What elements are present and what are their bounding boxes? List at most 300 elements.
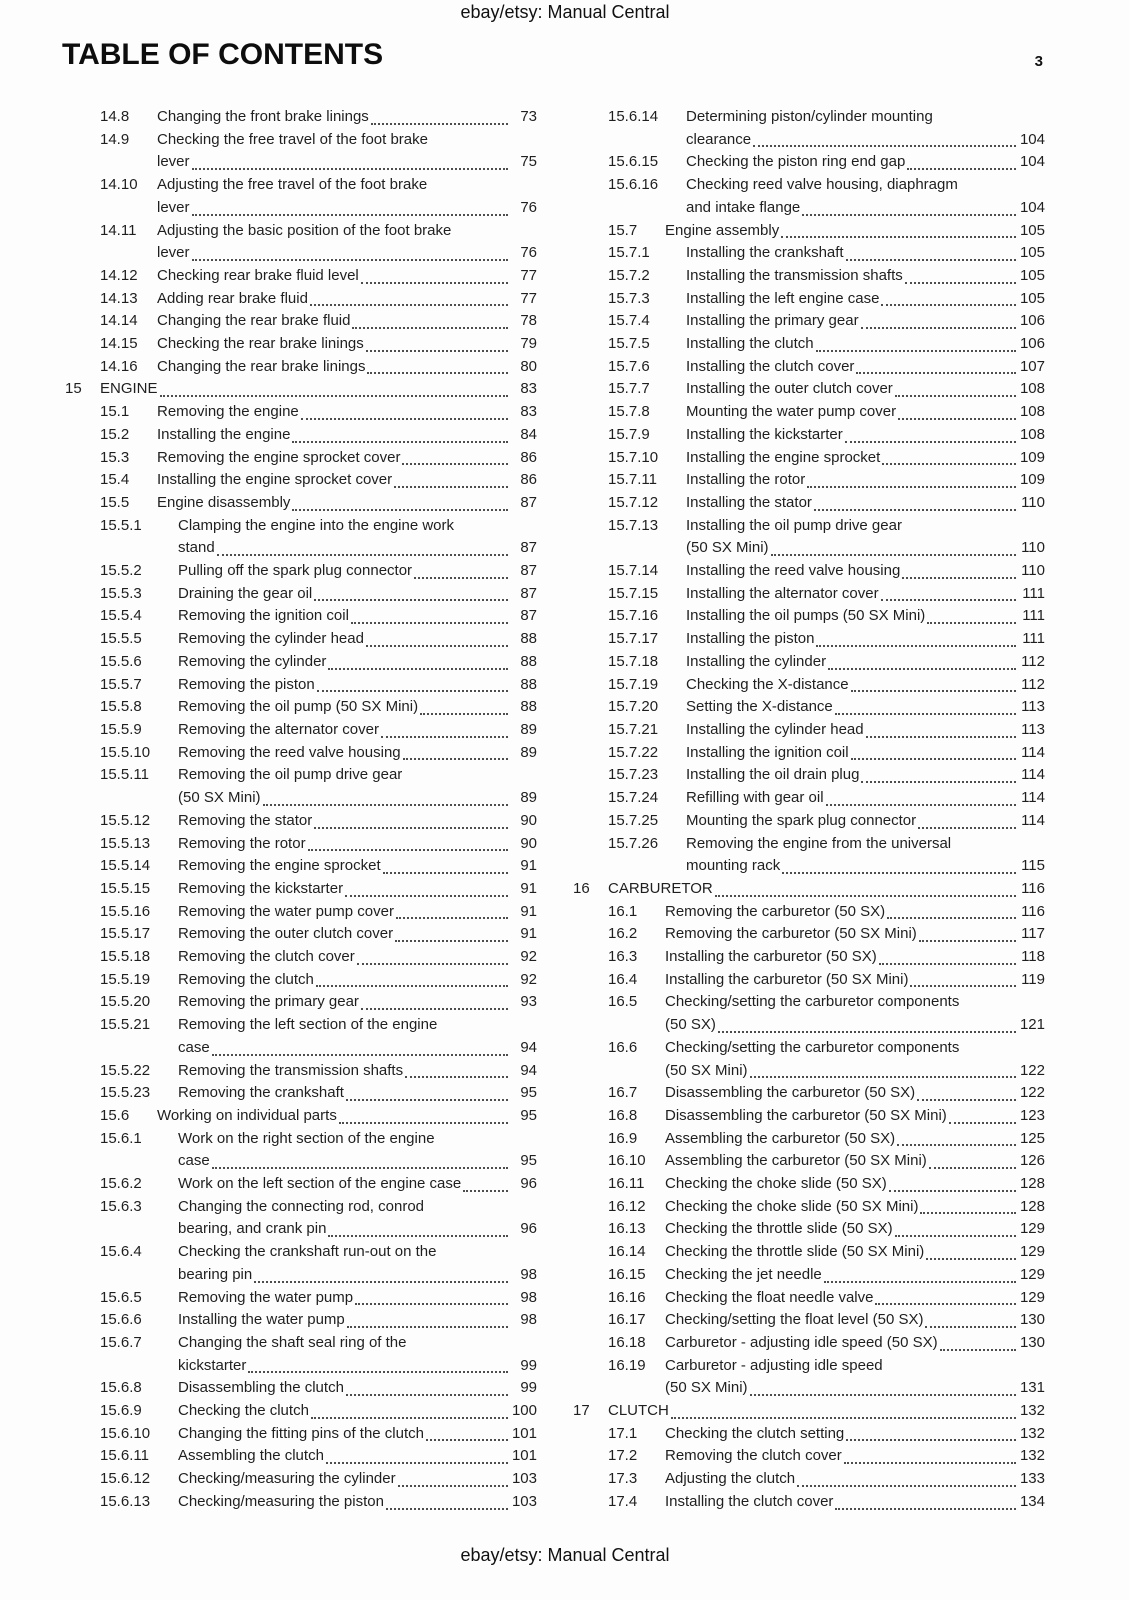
leader-dots [361, 265, 508, 284]
toc-entry-title-line: (50 SX) [665, 1016, 716, 1034]
toc-entry-number: 15.7.1 [608, 244, 650, 262]
toc-entry [573, 1105, 1045, 1128]
toc-entry [573, 1355, 1045, 1400]
toc-entry-title-line: Changing the shaft seal ring of the [178, 1333, 407, 1351]
toc-entry-content [686, 719, 1045, 742]
toc-entry-last-line [157, 492, 537, 515]
leader-dots [396, 901, 508, 920]
toc-entry-number: 15.6.3 [100, 1197, 142, 1215]
toc-entry-last-line [100, 378, 537, 401]
toc-entry-last-line [686, 742, 1045, 765]
leader-dots [212, 1037, 508, 1056]
toc-entry-page: 103 [511, 1470, 537, 1488]
toc-entry-number: 14.9 [100, 130, 130, 148]
toc-entry-page: 129 [1019, 1265, 1045, 1283]
toc-entry-number: 15.7.18 [608, 652, 659, 670]
toc-entry-content [157, 424, 537, 447]
toc-entry [573, 1468, 1045, 1491]
toc-entry [573, 1332, 1045, 1355]
toc-entry-content [665, 1082, 1045, 1105]
toc-entry-title-line: Installing the engine [157, 425, 291, 443]
toc-entry [573, 878, 1045, 901]
leader-dots [314, 583, 508, 602]
toc-entry-content [178, 1332, 537, 1377]
toc-entry [573, 515, 1045, 560]
toc-entry [65, 265, 537, 288]
toc-entry-page: 89 [520, 720, 537, 738]
toc-entry [573, 742, 1045, 765]
toc-entry [65, 1128, 537, 1173]
toc-entry-title-line: Removing the alternator cover [178, 720, 379, 738]
toc-entry-content [665, 1264, 1045, 1287]
toc-entry-last-line [178, 605, 537, 628]
toc-entry-last-line [157, 401, 537, 424]
toc-entry-page: 131 [1019, 1379, 1045, 1397]
leader-dots [383, 855, 508, 874]
toc-entry-page: 110 [1021, 493, 1045, 511]
leader-dots [898, 401, 1016, 420]
toc-entry-content [100, 378, 537, 401]
toc-entry [573, 447, 1045, 470]
leader-dots [346, 1082, 508, 1101]
toc-entry-title-line: Removing the water pump cover [178, 902, 394, 920]
toc-entry [573, 174, 1045, 219]
leader-dots [386, 1491, 508, 1510]
leader-dots [920, 1196, 1016, 1215]
toc-entry-last-line [686, 492, 1045, 515]
toc-entry-title-line: Removing the carburetor (50 SX Mini) [665, 925, 917, 943]
toc-entry-last-line [665, 1128, 1045, 1151]
toc-entry-page: 83 [520, 403, 537, 421]
toc-entry-page: 108 [1019, 380, 1045, 398]
toc-entry-last-line [686, 855, 1045, 878]
toc-entry-number: 14.16 [100, 357, 138, 375]
toc-entry-title-line: Removing the outer clutch cover [178, 925, 394, 943]
leader-dots [881, 583, 1016, 602]
toc-entry-content [665, 1445, 1045, 1468]
toc-entry-page: 87 [520, 562, 537, 580]
toc-entry-title-line: Installing the water pump [178, 1311, 345, 1329]
toc-entry-number: 15.6.9 [100, 1402, 142, 1420]
toc-entry-title-line: Checking the float needle valve [665, 1288, 874, 1306]
toc-entry-content [665, 220, 1045, 243]
toc-entry-title-line: CLUTCH [608, 1402, 669, 1420]
toc-entry-content [157, 174, 537, 219]
leader-dots [882, 447, 1016, 466]
toc-entry-title-line: Checking the throttle slide (50 SX Mini) [665, 1243, 925, 1261]
toc-entry-title-line: Adjusting the free travel of the foot brake [157, 176, 428, 194]
toc-entry-content [686, 333, 1045, 356]
leader-dots [846, 242, 1016, 261]
toc-entry-page: 128 [1019, 1197, 1045, 1215]
toc-entry [573, 106, 1045, 151]
toc-entry-last-line [157, 356, 537, 379]
toc-entry [65, 1287, 537, 1310]
toc-entry-last-line [665, 1423, 1045, 1446]
toc-entry-page: 104 [1019, 198, 1045, 216]
toc-entry-page: 77 [520, 289, 537, 307]
toc-entry-title-line: Working on individual parts [157, 1106, 337, 1124]
leader-dots [771, 537, 1016, 556]
toc-entry-number: 15.7.13 [608, 516, 659, 534]
toc-entry [573, 946, 1045, 969]
toc-entry-page: 94 [520, 1038, 537, 1056]
leader-dots [949, 1105, 1016, 1124]
toc-entry-number: 15.7.12 [608, 493, 659, 511]
leader-dots [402, 447, 508, 466]
toc-entry-page: 114 [1021, 811, 1045, 829]
toc-entry-title-line: Removing the cylinder [178, 652, 327, 670]
toc-entry-last-line [178, 1491, 537, 1514]
toc-entry-number: 15.3 [100, 448, 130, 466]
toc-entry-page: 91 [520, 925, 537, 943]
toc-entry-page: 129 [1019, 1243, 1045, 1261]
toc-entry-last-line [157, 333, 537, 356]
toc-entry-number: 15.5.21 [100, 1016, 151, 1034]
toc-entry-last-line [665, 1060, 1045, 1083]
toc-entry [65, 560, 537, 583]
leader-dots [217, 537, 508, 556]
toc-entry-content [665, 1196, 1045, 1219]
toc-entry-content [665, 901, 1045, 924]
toc-entry-page: 110 [1021, 539, 1045, 557]
toc-entry-last-line [178, 969, 537, 992]
toc-entry-number: 14.12 [100, 266, 138, 284]
toc-entry-title-line: ENGINE [100, 380, 158, 398]
running-footer: ebay/etsy: Manual Central [460, 1545, 670, 1565]
leader-dots [715, 878, 1016, 897]
toc-entry-page: 98 [520, 1288, 537, 1306]
toc-entry-page: 78 [520, 312, 537, 330]
toc-entry-number: 15.5.9 [100, 720, 142, 738]
toc-entry-number: 15.6.4 [100, 1243, 142, 1261]
leader-dots [394, 469, 508, 488]
toc-entry-title-line: Assembling the carburetor (50 SX) [665, 1129, 896, 1147]
toc-entry [573, 333, 1045, 356]
leader-dots [314, 810, 508, 829]
toc-entry-title-line: case [178, 1038, 210, 1056]
leader-dots [866, 719, 1016, 738]
toc-entry [573, 242, 1045, 265]
toc-entry [65, 356, 537, 379]
toc-entry-content [178, 878, 537, 901]
toc-entry-last-line [178, 719, 537, 742]
toc-entry [65, 492, 537, 515]
toc-entry [573, 1287, 1045, 1310]
toc-entry-title-line: Checking/setting the carburetor components [665, 1038, 960, 1056]
leader-dots [405, 1060, 508, 1079]
toc-entry-content [178, 923, 537, 946]
toc-entry-content [178, 1491, 537, 1514]
toc-entry-last-line [665, 969, 1045, 992]
toc-entry-number: 16.18 [608, 1333, 646, 1351]
toc-entry-number: 17.1 [608, 1424, 638, 1442]
toc-entry-content [157, 129, 537, 174]
toc-entry-last-line [178, 651, 537, 674]
leader-dots [160, 378, 508, 397]
toc-entry-title-line: Installing the clutch cover [665, 1492, 834, 1510]
toc-entry-content [665, 1037, 1045, 1082]
toc-entry-content [178, 969, 537, 992]
leader-dots [895, 1218, 1016, 1237]
leader-dots [816, 333, 1016, 352]
toc-entry-title-line: Installing the alternator cover [686, 584, 879, 602]
leader-dots [316, 969, 508, 988]
leader-dots [347, 1309, 508, 1328]
leader-dots [352, 310, 508, 329]
toc-entry-title-line: Installing the oil pump drive gear [686, 516, 902, 534]
leader-dots [403, 742, 508, 761]
toc-entry-last-line [178, 674, 537, 697]
toc-entry-title-line: Mounting the water pump cover [686, 403, 897, 421]
toc-entry-title-line: Engine disassembly [157, 493, 291, 511]
toc-entry-content [178, 1423, 537, 1446]
toc-entry-page: 73 [520, 108, 537, 125]
toc-entry-number: 15.5.18 [100, 948, 151, 966]
toc-entry [65, 378, 537, 401]
toc-entry [573, 764, 1045, 787]
toc-entry-page: 114 [1021, 743, 1045, 761]
toc-column-right [573, 106, 1045, 1514]
leader-dots [925, 1309, 1016, 1328]
toc-entry-title-line: Checking the jet needle [665, 1265, 822, 1283]
toc-entry-title-line: Removing the primary gear [178, 993, 359, 1011]
toc-entry-number: 15.5.15 [100, 879, 151, 897]
toc-entry [573, 696, 1045, 719]
leader-dots [192, 151, 508, 170]
leader-dots [926, 1241, 1016, 1260]
toc-entry-number: 15.7.10 [608, 448, 659, 466]
toc-entry-page: 79 [520, 335, 537, 353]
toc-entry-last-line [665, 1264, 1045, 1287]
toc-entry-content [665, 1128, 1045, 1151]
toc-entry-page: 88 [520, 675, 537, 693]
toc-entry-page: 87 [520, 539, 537, 557]
toc-entry [573, 1173, 1045, 1196]
toc-entry-title-line: Disassembling the carburetor (50 SX) [665, 1084, 916, 1102]
toc-entry-last-line [157, 447, 537, 470]
toc-entry-title-line: Installing the reed valve housing [686, 562, 901, 580]
toc-entry-last-line [178, 901, 537, 924]
toc-entry-page: 101 [511, 1447, 537, 1465]
toc-entry-title-line: Clamping the engine into the engine work [178, 516, 455, 534]
toc-entry-title-line: Installing the engine sprocket cover [157, 471, 393, 489]
toc-entry-last-line [178, 742, 537, 765]
leader-dots [254, 1264, 508, 1283]
toc-entry-page: 132 [1019, 1402, 1045, 1420]
toc-entry-content [686, 378, 1045, 401]
toc-entry-page: 106 [1019, 312, 1045, 330]
toc-entry-number: 15.5.23 [100, 1084, 151, 1102]
toc-entry-title-line: Changing the rear brake linings [157, 357, 366, 375]
toc-entry-number: 15.2 [100, 425, 130, 443]
toc-entry-number: 15.7 [608, 221, 638, 239]
toc-entry-number: 15.5.19 [100, 970, 151, 988]
toc-entry-number: 15.6.1 [100, 1129, 142, 1147]
toc-entry-last-line [686, 469, 1045, 492]
toc-entry-page: 121 [1019, 1016, 1045, 1034]
toc-entry-number: 15.7.23 [608, 766, 659, 784]
leader-dots [463, 1173, 508, 1192]
toc-entry-page: 123 [1019, 1106, 1045, 1124]
toc-entry [65, 923, 537, 946]
toc-entry-content [178, 560, 537, 583]
toc-entry-page: 122 [1019, 1084, 1045, 1102]
running-header: ebay/etsy: Manual Central [460, 2, 670, 22]
leader-dots [414, 560, 508, 579]
toc-entry [65, 1309, 537, 1332]
toc-entry-content [178, 1468, 537, 1491]
toc-entry-content [157, 310, 537, 333]
toc-entry [65, 1060, 537, 1083]
toc-entry-last-line [665, 901, 1045, 924]
toc-entry-content [686, 174, 1045, 219]
toc-entry-content [686, 447, 1045, 470]
leader-dots [328, 1218, 508, 1237]
toc-entry-number: 15.6.14 [608, 108, 659, 125]
toc-entry-number: 15.5.12 [100, 811, 151, 829]
toc-entry-last-line [178, 991, 537, 1014]
table-of-contents [65, 106, 1045, 1514]
toc-entry-content [157, 288, 537, 311]
toc-entry-number: 16.15 [608, 1265, 646, 1283]
toc-entry-title-line: Disassembling the carburetor (50 SX Mini) [665, 1106, 947, 1124]
toc-entry-last-line [157, 197, 537, 220]
leader-dots [824, 1264, 1016, 1283]
toc-entry-last-line [686, 764, 1045, 787]
toc-entry-last-line [686, 605, 1045, 628]
toc-entry-last-line [686, 651, 1045, 674]
toc-entry-last-line [178, 1150, 537, 1173]
toc-entry-title-line: (50 SX Mini) [686, 539, 769, 557]
toc-entry-title-line: Installing the clutch [686, 335, 814, 353]
toc-entry [65, 764, 537, 809]
toc-entry-number: 16.9 [608, 1129, 638, 1147]
toc-entry-last-line [665, 1309, 1045, 1332]
toc-entry-content [178, 1128, 537, 1173]
toc-entry-number: 15.7.17 [608, 630, 659, 648]
toc-entry-content [686, 560, 1045, 583]
toc-entry-last-line [178, 855, 537, 878]
toc-entry-number: 15.7.4 [608, 312, 650, 330]
toc-entry [65, 878, 537, 901]
toc-entry-content [665, 969, 1045, 992]
toc-entry [65, 1491, 537, 1514]
toc-entry [573, 1128, 1045, 1151]
leader-dots [781, 220, 1016, 239]
leader-dots [910, 969, 1016, 988]
toc-entry-title-line: Checking the piston ring end gap [686, 153, 906, 171]
toc-entry-last-line [665, 1173, 1045, 1196]
leader-dots [367, 356, 508, 375]
toc-entry-last-line [178, 1377, 537, 1400]
toc-entry-last-line [178, 1309, 537, 1332]
toc-entry-content [157, 106, 537, 129]
toc-entry-number: 15.7.9 [608, 425, 650, 443]
toc-entry-page: 99 [520, 1356, 537, 1374]
toc-entry-last-line [686, 674, 1045, 697]
toc-entry-number: 16.2 [608, 925, 638, 943]
toc-entry [573, 1037, 1045, 1082]
toc-entry-number: 17.2 [608, 1447, 638, 1465]
toc-entry-page: 114 [1021, 766, 1045, 784]
toc-entry-title-line: lever [157, 244, 190, 262]
toc-entry [65, 129, 537, 174]
toc-entry-number: 15.7.2 [608, 266, 650, 284]
toc-entry-title-line: bearing, and crank pin [178, 1220, 327, 1238]
toc-entry [573, 151, 1045, 174]
toc-entry-last-line [178, 1060, 537, 1083]
toc-entry-number: 15.6.6 [100, 1311, 142, 1329]
toc-entry-number: 15.5.10 [100, 743, 151, 761]
toc-entry-number: 15.7.8 [608, 403, 650, 421]
toc-entry-content [178, 719, 537, 742]
toc-entry-last-line [686, 288, 1045, 311]
toc-entry-page: 133 [1019, 1470, 1045, 1488]
toc-entry-number: 15.5 [100, 493, 130, 511]
toc-entry-title-line: Checking/measuring the cylinder [178, 1470, 396, 1488]
toc-entry [573, 220, 1045, 243]
toc-entry-number: 15.6.8 [100, 1379, 142, 1397]
toc-entry-last-line [665, 923, 1045, 946]
toc-entry-last-line [178, 1082, 537, 1105]
toc-entry-number: 15.6.5 [100, 1288, 142, 1306]
toc-entry-last-line [157, 424, 537, 447]
toc-entry-content [178, 1082, 537, 1105]
toc-entry-page: 104 [1019, 153, 1045, 171]
toc-entry-page: 129 [1019, 1288, 1045, 1306]
toc-entry-page: 112 [1021, 675, 1045, 693]
leader-dots [355, 1287, 508, 1306]
leader-dots [398, 1468, 508, 1487]
toc-entry [65, 833, 537, 856]
toc-entry [573, 378, 1045, 401]
toc-entry [65, 969, 537, 992]
toc-entry [65, 288, 537, 311]
toc-entry [65, 674, 537, 697]
toc-entry [65, 628, 537, 651]
toc-entry-last-line [157, 288, 537, 311]
leader-dots [248, 1355, 508, 1374]
toc-entry-title-line: Work on the left section of the engine case [178, 1175, 462, 1193]
toc-entry-content [686, 265, 1045, 288]
leader-dots [856, 356, 1016, 375]
toc-entry-title-line: Mounting the spark plug connector [686, 811, 917, 829]
toc-entry-title-line: Engine assembly [665, 221, 780, 239]
toc-entry-content [665, 1355, 1045, 1400]
toc-entry-title-line: Removing the kickstarter [178, 879, 344, 897]
toc-entry-content [157, 265, 537, 288]
toc-entry-content [178, 946, 537, 969]
toc-entry-content [178, 1014, 537, 1059]
leader-dots [835, 696, 1016, 715]
leader-dots [192, 242, 508, 261]
toc-entry-page: 94 [520, 1061, 537, 1079]
toc-entry-page: 95 [520, 1152, 537, 1170]
toc-entry-number: 16.13 [608, 1220, 646, 1238]
toc-entry-number: 15.7.5 [608, 335, 650, 353]
toc-entry-page: 98 [520, 1311, 537, 1329]
leader-dots [381, 719, 508, 738]
toc-entry-page: 83 [520, 380, 537, 398]
toc-entry-last-line [178, 1468, 537, 1491]
toc-entry-title-line: Changing the connecting rod, conrod [178, 1197, 425, 1215]
toc-entry-content [665, 1423, 1045, 1446]
toc-entry [573, 1445, 1045, 1468]
toc-entry-title-line: Work on the right section of the engine [178, 1129, 435, 1147]
leader-dots [301, 401, 508, 420]
toc-entry-last-line [686, 424, 1045, 447]
